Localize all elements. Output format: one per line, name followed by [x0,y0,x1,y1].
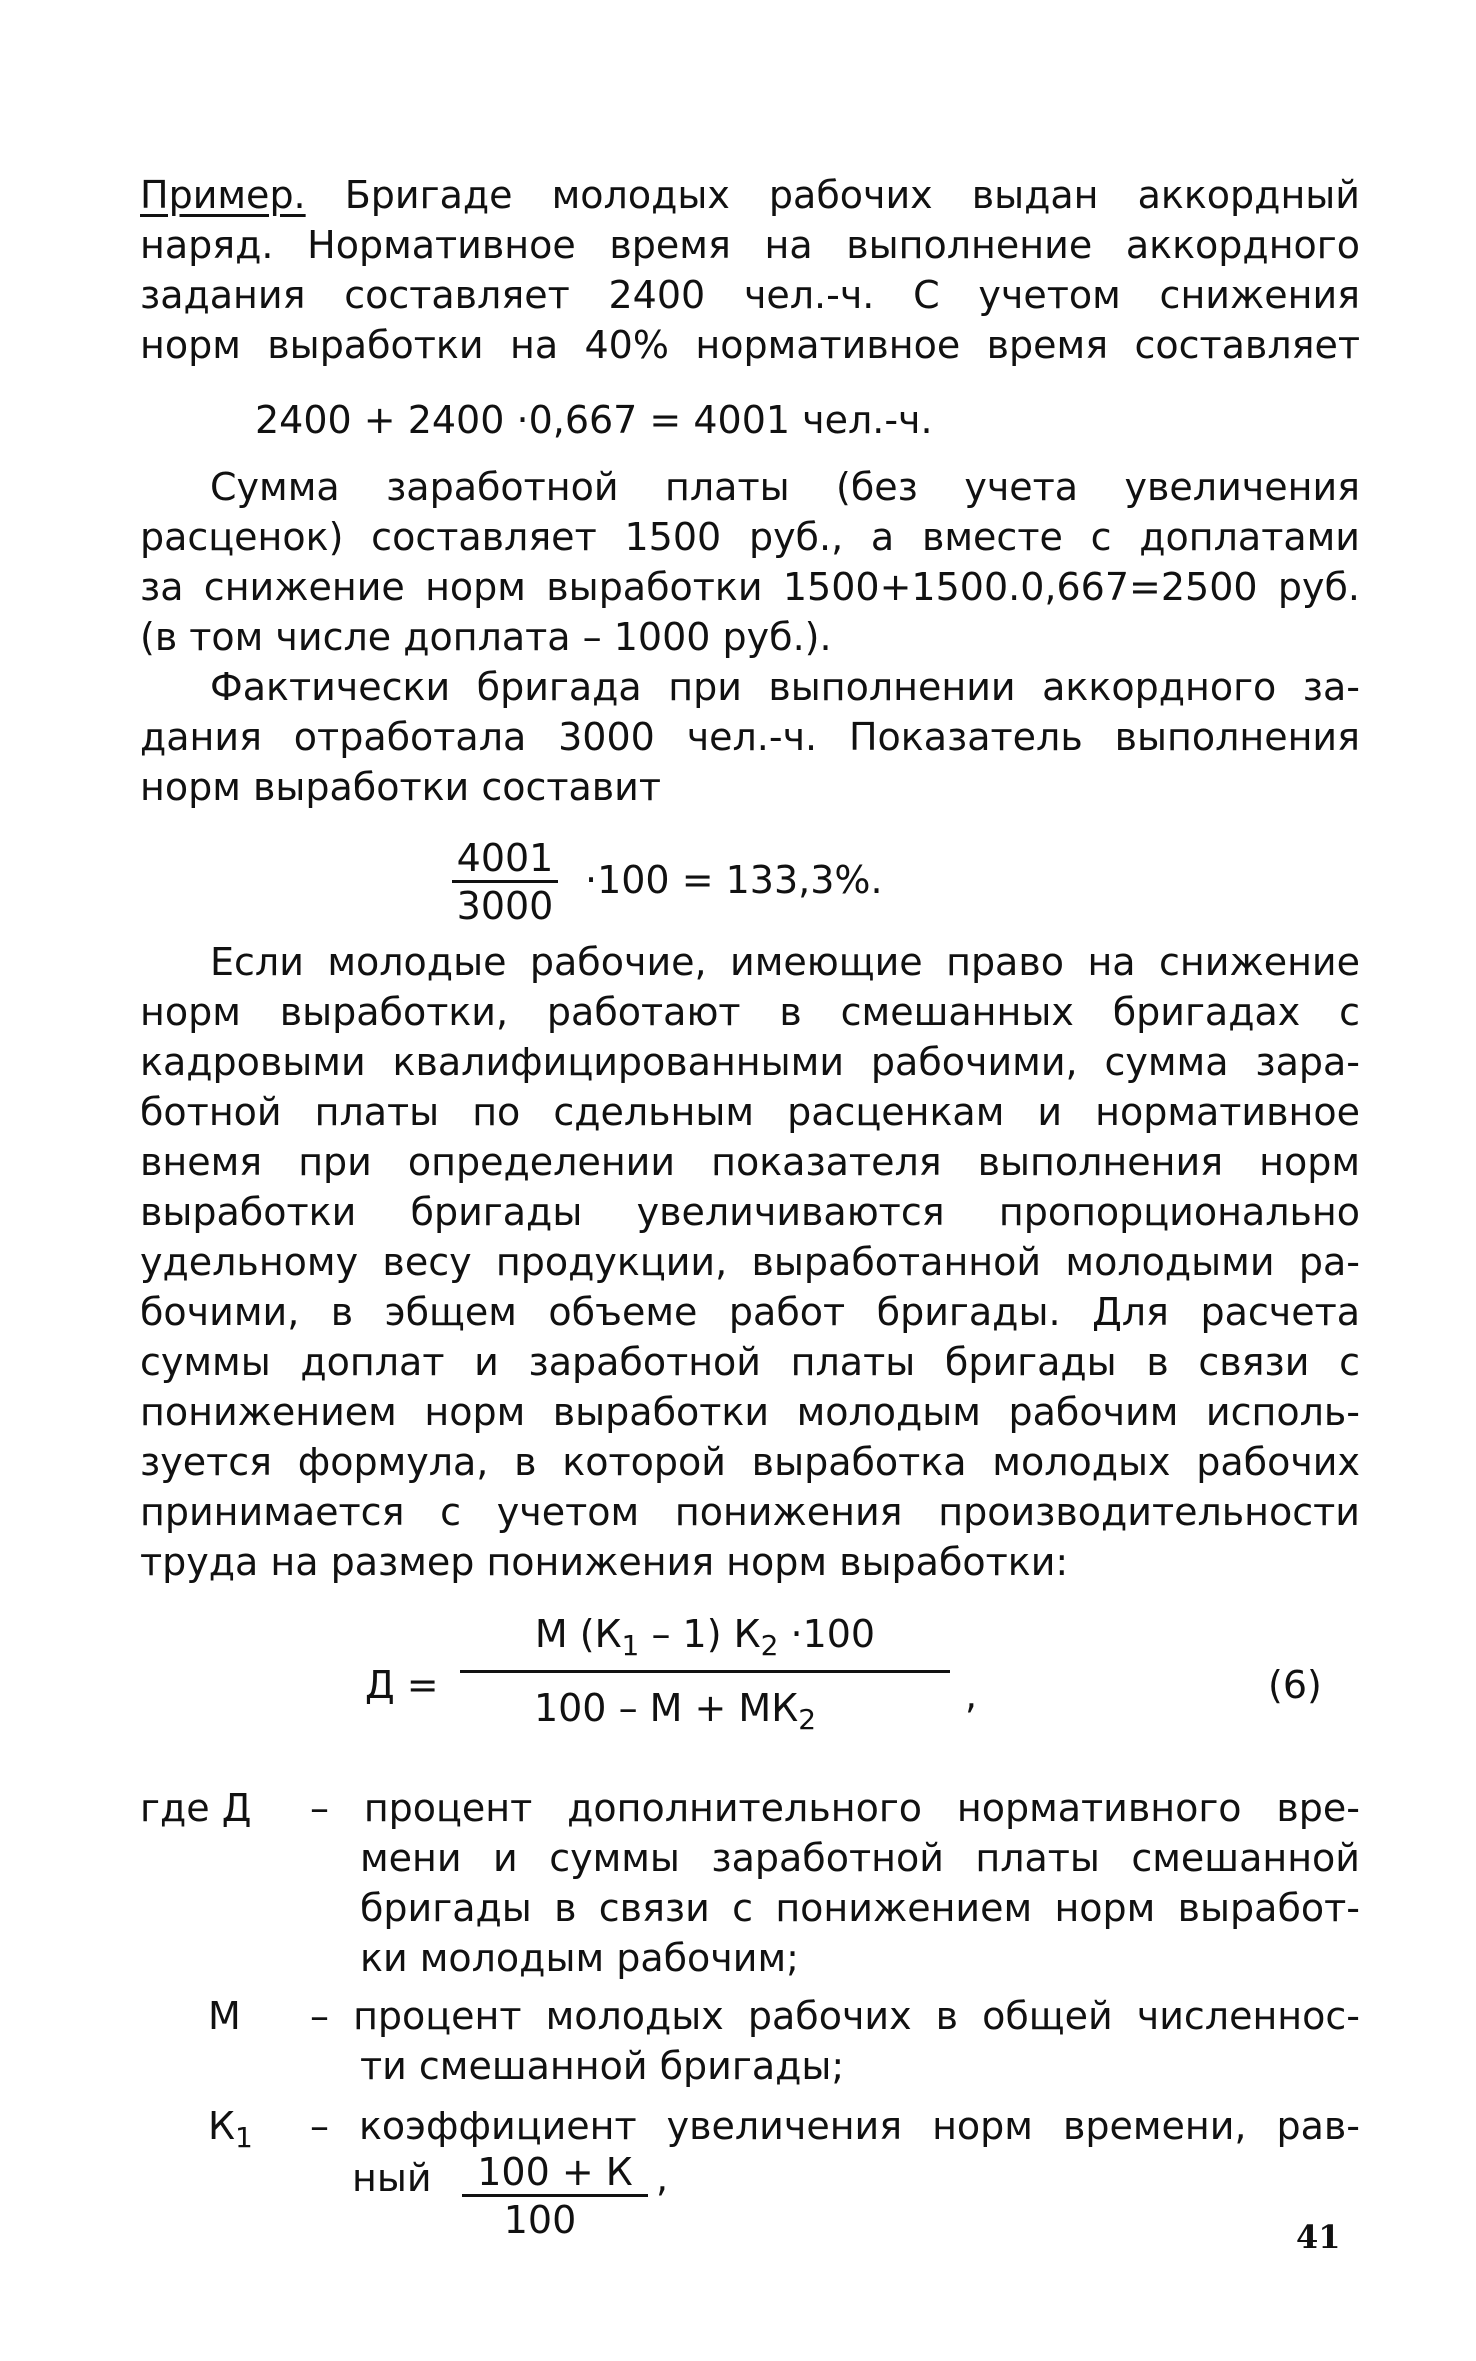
legend-d-line-3: бригады в связи с понижением норм выработ- [360,1886,1360,1930]
legend-m-line-2: ти смешанной бригады; [360,2044,845,2088]
formula-den-sub: 2 [798,1703,817,1736]
formula-num-b: – 1) К [639,1612,761,1656]
p2-line-2: расценок) составляет 1500 руб., а вместе с доплатами [140,515,1360,559]
p4-line-8: бочими, в эбщем объеме работ бригады. Для расчета [140,1290,1360,1334]
p2-line-3: за снижение норм выработки 1500+1500.0,667=2500 руб. [140,565,1360,609]
p4-line-2: норм выработки, работают в смешанных бригадах с [140,990,1360,1034]
legend-k-letter: К [208,2104,235,2148]
legend-m-line-1: – процент молодых рабочих в общей численнос- [310,1994,1360,2038]
formula-lhs: Д = [365,1663,439,1707]
p4-line-10: понижением норм выработки молодым рабочим исполь- [140,1390,1360,1434]
p3-line-3: норм выработки составит [140,765,661,809]
p1-line-1 [140,170,1360,220]
legend-m-term: М [208,1994,241,2038]
legend-k-frac-comma: , [656,2156,669,2200]
legend-d-line-2: мени и суммы заработной платы смешанной [360,1836,1360,1880]
equation-1: 2400 + 2400 ·0,667 = 4001 чел.-ч. [255,398,933,442]
eq2-denominator: 3000 [456,884,554,928]
p4-line-13: труда на размер понижения норм выработки: [140,1540,1069,1584]
formula-num-sub2: 2 [760,1629,779,1662]
p4-line-3: кадровыми квалифицированными рабочими, сумма зара- [140,1040,1360,1084]
p4-line-7: удельному весу продукции, выработанной молодыми ра- [140,1240,1360,1284]
formula-fraction-bar [460,1670,950,1673]
p4-line-5: внемя при определении показателя выполнения норм [140,1140,1360,1184]
formula-number: (6) [1268,1663,1322,1707]
legend-d-line-4: ки молодым рабочим; [360,1936,799,1980]
formula-num-a: М (К [534,1612,622,1656]
p4-line-1: Если молодые рабочие, имеющие право на снижение [210,940,1360,984]
p3-line-1: Фактически бригада при выполнении аккордного за- [210,665,1360,709]
p2-line-4: (в том числе доплата – 1000 руб.). [140,615,832,659]
p4-line-12: принимается с учетом понижения производительности [140,1490,1360,1534]
page-number: 41 [1296,2218,1341,2256]
example-label: Пример. [140,173,306,217]
formula-denominator [440,1686,910,1742]
p4-line-11: зуется формула, в которой выработка молодых рабочих [140,1440,1360,1484]
legend-k-frac-numerator: 100 + К [477,2150,633,2194]
formula-den-a: 100 – М + МК [533,1686,799,1730]
formula-numerator [460,1612,950,1668]
p1-line-1-text: Бригаде молодых рабочих выдан аккордный [344,173,1360,217]
p4-line-4: ботной платы по сдельным расценкам и нормативное [140,1090,1360,1134]
p4-line-9: суммы доплат и заработной платы бригады в связи с [140,1340,1360,1384]
legend-where-d: где Д [140,1786,252,1830]
legend-k-frac-bar [462,2194,648,2197]
legend-k-frac-denominator: 100 [503,2198,577,2242]
formula-num-sub1: 1 [621,1629,640,1662]
legend-k-tail: ный [352,2156,432,2200]
eq2-numerator: 4001 [456,836,554,880]
p1-line-2: наряд. Нормативное время на выполнение аккордного [140,223,1360,267]
p1-line-4: норм выработки на 40% нормативное время составляет [140,323,1360,367]
p2-line-1: Сумма заработной платы (без учета увеличения [210,465,1360,509]
formula-comma: , [965,1673,978,1717]
eq2-fraction-bar [452,880,558,883]
legend-k-term [208,2101,253,2163]
formula-num-c: ·100 [778,1612,876,1656]
legend-k-line-1: – коэффициент увеличения норм времени, рав- [310,2104,1360,2148]
legend-k-sub: 1 [234,2121,253,2154]
p3-line-2: дания отработала 3000 чел.-ч. Показатель выполнения [140,715,1360,759]
eq2-rest: ·100 = 133,3%. [585,858,883,902]
legend-d-line-1: – процент дополнительного нормативного вре- [310,1786,1360,1830]
p4-line-6: выработки бригады увеличиваются пропорционально [140,1190,1360,1234]
p1-line-3: задания составляет 2400 чел.-ч. С учетом снижения [140,273,1360,317]
